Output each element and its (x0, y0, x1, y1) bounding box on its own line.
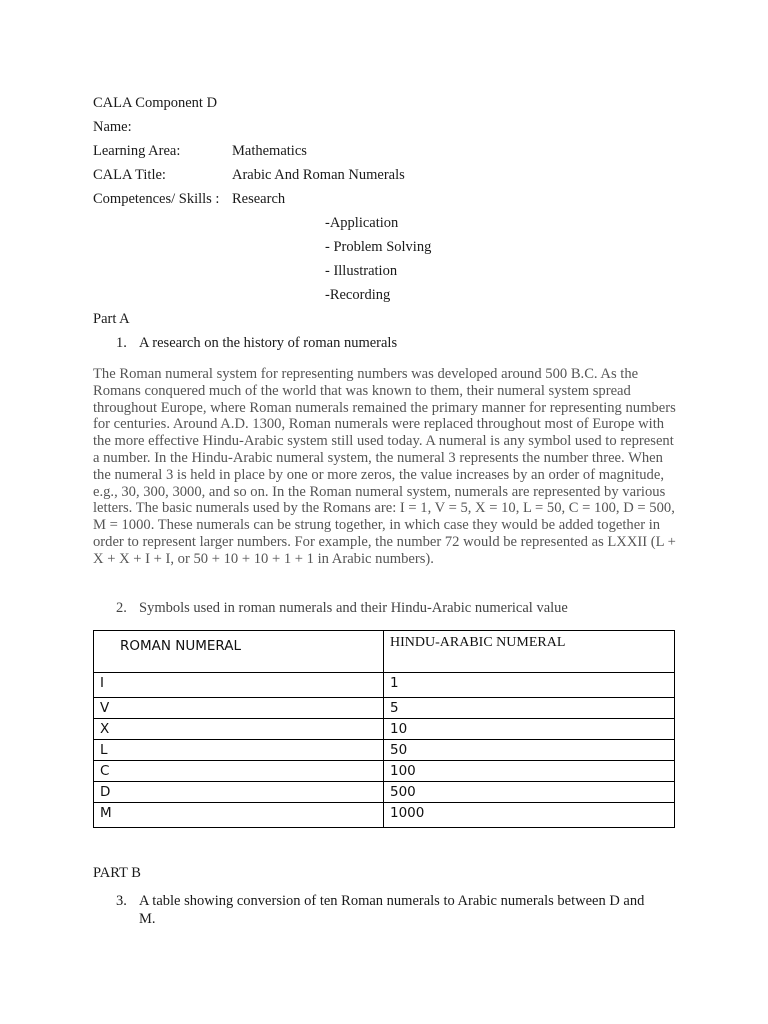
table-header-row (94, 631, 675, 673)
history-paragraph: The Roman numeral system for representing numbers was developed around 500 B.C. As the Romans conquered much of the world that was known to them, their numeral system spread throughout Europe, where Roman numerals remained the primary manner for representing numbers for centuries. Around A.D. 1300, Roman numerals were replaced throughout most of Europe with the more effective Hindu-Arabic system still used today. A numeral is any symbol used to represent a number. In the Hindu-Arabic numeral system, the numeral 3 represents the number three. When the numeral 3 is held in place by one or more zeros, the value increases by an order of magnitude, e.g., 30, 300, 3000, and so on. In the Roman numeral system, numerals are represented by various letters. The basic numerals used by the Romans are: I = 1, V = 5, X = 10, L = 50, C = 100, D = 500, M = 1000. These numerals can be strung together, in which case they would be added together in order to represent larger numbers. For example, the number 72 would be represented as LXXII (L + X + X + I + I, or 50 + 10 + 10 + 1 + 1 in Arabic numbers). (93, 366, 676, 567)
item-number: 1. (116, 335, 127, 351)
roman-cell: L (94, 740, 384, 761)
table-row (94, 761, 675, 782)
column-header: HINDU-ARABIC NUMERAL (384, 631, 675, 673)
table-row (94, 698, 675, 719)
skill-item: -Application (325, 215, 399, 231)
roman-cell: I (94, 673, 384, 698)
arabic-cell: 50 (384, 740, 675, 761)
cala-title-label: CALA Title: (93, 167, 166, 183)
component-title: CALA Component D (93, 95, 218, 111)
roman-cell: V (94, 698, 384, 719)
item1-text: A research on the history of roman numerals (139, 335, 398, 351)
arabic-cell: 1000 (384, 803, 675, 828)
learning-area-value: Mathematics (232, 143, 307, 159)
item2-text: Symbols used in roman numerals and their Hindu-Arabic numerical value (139, 600, 568, 616)
table-row (94, 719, 675, 740)
item-number: 3. (116, 893, 127, 909)
learning-area-label: Learning Area: (93, 143, 181, 159)
part-a-heading: Part A (93, 311, 130, 327)
part-b-heading: PART B (93, 865, 141, 881)
roman-cell: M (94, 803, 384, 828)
arabic-cell: 1 (384, 673, 675, 698)
name-label: Name: (93, 119, 132, 135)
roman-cell: D (94, 782, 384, 803)
table-row (94, 803, 675, 828)
arabic-cell: 500 (384, 782, 675, 803)
column-header: ROMAN NUMERAL (94, 631, 384, 673)
skill-item: Research (232, 191, 286, 207)
item3-text: A table showing conversion of ten Roman numerals to Arabic numerals between D and M. (139, 893, 645, 927)
skill-item: -Recording (325, 287, 391, 303)
skill-item: - Problem Solving (325, 239, 432, 255)
table-row (94, 782, 675, 803)
cala-title-value: Arabic And Roman Numerals (232, 167, 405, 183)
numeral-table (93, 630, 675, 828)
table-row (94, 673, 675, 698)
arabic-cell: 10 (384, 719, 675, 740)
roman-cell: X (94, 719, 384, 740)
arabic-cell: 5 (384, 698, 675, 719)
skills-label: Competences/ Skills : (93, 191, 220, 207)
table-row (94, 740, 675, 761)
skill-item: - Illustration (325, 263, 398, 279)
item-number: 2. (116, 600, 127, 616)
arabic-cell: 100 (384, 761, 675, 782)
roman-cell: C (94, 761, 384, 782)
